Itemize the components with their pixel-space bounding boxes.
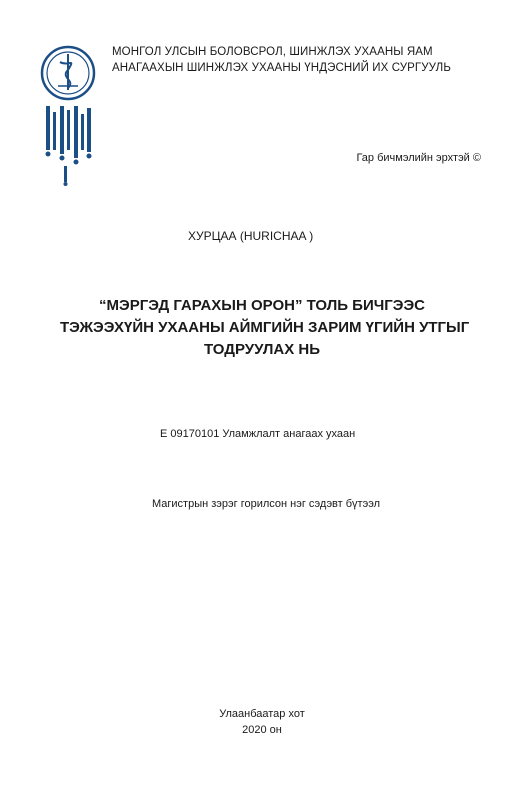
- university-emblem-icon: [38, 40, 98, 190]
- copyright-notice: Гар бичмэлийн эрхтэй ©: [356, 152, 481, 164]
- year: 2020 он: [242, 724, 282, 736]
- city: Улаанбаатар хот: [219, 708, 305, 720]
- institution-header: [112, 44, 451, 76]
- thesis-title: [60, 295, 470, 361]
- thesis-title-line-3: ТОДРУУЛАХ НЬ: [204, 341, 320, 358]
- university-name: АНАГААХЫН ШИНЖЛЭХ УХААНЫ ҮНДЭСНИЙ ИХ СУРГУУЛЬ: [112, 62, 451, 74]
- thesis-title-line-2: ТЭЖЭЭХҮЙН УХААНЫ АЙМГИЙН ЗАРИМ ҮГИЙН УТГЫГ: [60, 319, 470, 336]
- place-and-year: [0, 706, 524, 738]
- thesis-title-line-1: “МЭРГЭД ГАРАХЫН ОРОН” ТОЛЬ БИЧГЭЭС: [99, 297, 425, 314]
- degree-statement: Магистрын зэрэг горилсон нэг сэдэвт бүтээл: [152, 498, 380, 510]
- author-name: ХУРЦАА (HURICHAA ): [188, 229, 314, 243]
- ministry-name: МОНГОЛ УЛСЫН БОЛОВСРОЛ, ШИНЖЛЭХ УХААНЫ ЯАМ: [112, 46, 433, 58]
- specialty-code: Е 09170101 Уламжлалт анагаах ухаан: [160, 428, 356, 440]
